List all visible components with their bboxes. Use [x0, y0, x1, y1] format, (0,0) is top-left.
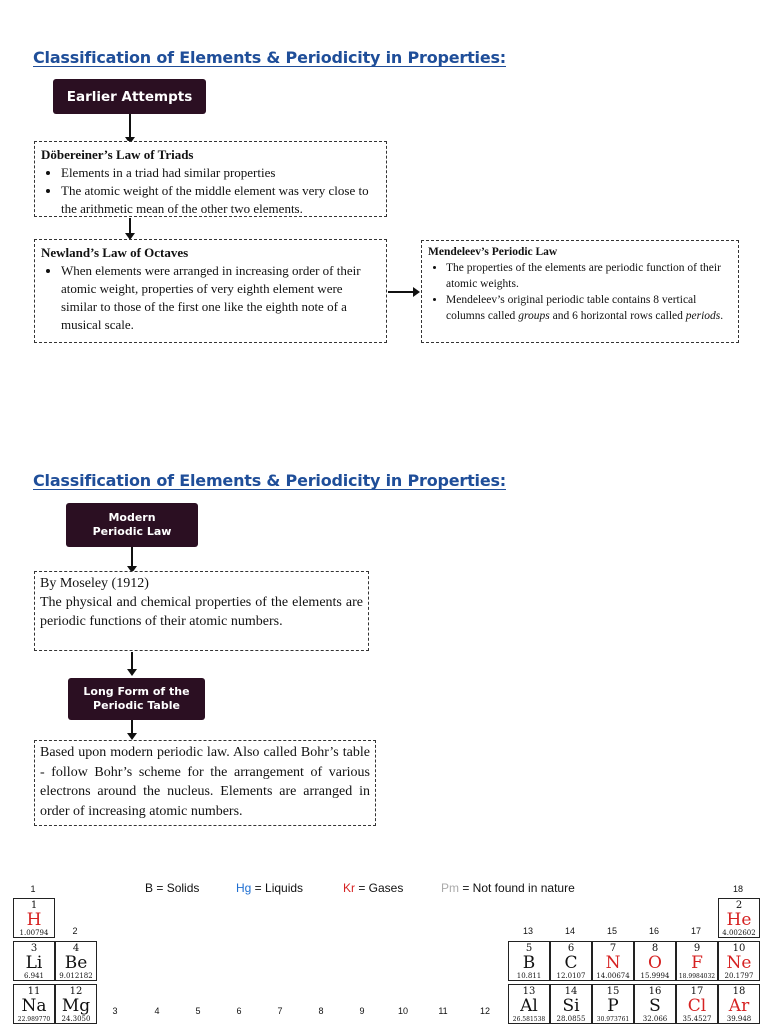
- section1-heading: Classification of Elements & Periodicity in Properties:: [33, 48, 506, 67]
- element-cell-h: [13, 898, 55, 938]
- element-symbol: Be: [64, 953, 88, 973]
- element-symbol: B: [522, 953, 536, 973]
- element-cell-f: [676, 941, 718, 981]
- legend-solids-label: = Solids: [153, 881, 200, 895]
- long-form-tag: Long Form of the Periodic Table: [68, 678, 205, 720]
- earlier-attempts-tag: Earlier Attempts: [53, 79, 206, 114]
- atomic-weight: 22.989770: [17, 1016, 51, 1023]
- atomic-number: 10: [732, 943, 746, 954]
- mendeleev-point-2: [446, 292, 732, 324]
- atomic-number: 6: [567, 943, 575, 954]
- atomic-number: 1: [30, 900, 38, 911]
- dobereiner-title: Döbereiner’s Law of Triads: [41, 147, 194, 162]
- atomic-weight: 14.00674: [596, 972, 630, 980]
- legend-solids-symbol: B: [145, 881, 154, 895]
- group-number: 4: [154, 1006, 160, 1016]
- arrow-down: [131, 652, 133, 670]
- group-number: 8: [318, 1006, 324, 1016]
- atomic-weight: 39.948: [726, 1015, 752, 1023]
- dobereiner-point-1: • Elements in a triad had similar properties: [61, 164, 380, 182]
- element-symbol: Cl: [687, 996, 707, 1016]
- atomic-number: 12: [69, 986, 83, 997]
- atomic-weight: 6.941: [23, 972, 45, 980]
- legend-liquids: [236, 881, 303, 895]
- group-number: 14: [564, 926, 575, 936]
- element-symbol: Li: [25, 953, 43, 973]
- arrow-down: [131, 547, 133, 567]
- mendeleev-point-2-text: Mendeleev’s original periodic table contains 8 vertical columns called: [446, 294, 697, 322]
- atomic-weight: 9.012182: [59, 972, 93, 980]
- arrow-right: [388, 291, 414, 293]
- mendeleev-point-1: • The properties of the elements are periodic function of their atomic weights.: [446, 260, 732, 292]
- atomic-weight: 18.9984032: [678, 973, 716, 980]
- group-number: 16: [648, 926, 659, 936]
- element-symbol: H: [26, 910, 42, 930]
- group-number: 13: [522, 926, 533, 936]
- atomic-number: 8: [651, 943, 659, 954]
- atomic-number: 9: [693, 943, 701, 954]
- element-symbol: C: [564, 953, 578, 973]
- arrow-down: [129, 218, 131, 234]
- mendeleev-title: Mendeleev’s Periodic Law: [428, 246, 558, 258]
- group-number: 7: [277, 1006, 283, 1016]
- atomic-weight: 32.066: [642, 1015, 668, 1023]
- legend-not-in-nature: [441, 881, 575, 895]
- group-number: 6: [236, 1006, 242, 1016]
- atomic-number: 17: [690, 986, 704, 997]
- atomic-weight: 12.0107: [556, 972, 586, 980]
- atomic-weight: 10.811: [516, 972, 542, 980]
- atomic-number: 15: [606, 986, 620, 997]
- atomic-weight: 26.581538: [512, 1016, 546, 1023]
- element-cell-na: [13, 984, 55, 1024]
- group-number: 3: [112, 1006, 118, 1016]
- group-number: 10: [397, 1006, 408, 1016]
- element-symbol: O: [648, 953, 662, 973]
- atomic-number: 3: [30, 943, 38, 954]
- moseley-text: The physical and chemical properties of the elements are periodic functions of their atomic numbers.: [40, 595, 363, 629]
- element-cell-ar: [718, 984, 760, 1024]
- periods-term: periods: [685, 310, 721, 322]
- newland-box: [34, 239, 387, 343]
- atomic-number: 18: [732, 986, 746, 997]
- element-cell-o: [634, 941, 676, 981]
- atomic-number: 13: [522, 986, 536, 997]
- groups-term: groups: [518, 310, 550, 322]
- element-cell-li: [13, 941, 55, 981]
- modern-periodic-law-tag: Modern Periodic Law: [66, 503, 198, 547]
- atomic-weight: 15.9994: [640, 972, 670, 980]
- atomic-number: 14: [564, 986, 578, 997]
- element-cell-s: [634, 984, 676, 1024]
- legend-gases-symbol: Kr: [343, 881, 355, 895]
- mendeleev-point-2-text: and 6 horizontal rows called: [549, 310, 686, 322]
- atomic-weight: 30.973761: [596, 1016, 630, 1023]
- group-number: 11: [438, 1006, 448, 1016]
- section2-heading: Classification of Elements & Periodicity in Properties:: [33, 471, 506, 490]
- legend-liquids-label: = Liquids: [251, 881, 304, 895]
- atomic-number: 4: [72, 943, 80, 954]
- group-number: 2: [72, 926, 78, 936]
- element-cell-c: [550, 941, 592, 981]
- atomic-weight: 35.4527: [682, 1015, 712, 1023]
- element-symbol: Si: [562, 996, 580, 1016]
- dobereiner-point-2: • The atomic weight of the middle element was very close to the arithmetic mean of the other two elements.: [61, 182, 380, 218]
- atomic-weight: 4.002602: [722, 929, 756, 937]
- element-cell-ne: [718, 941, 760, 981]
- group-number: 12: [479, 1006, 490, 1016]
- atomic-number: 16: [648, 986, 662, 997]
- legend-gases: [343, 881, 403, 895]
- element-symbol: P: [607, 996, 619, 1016]
- element-symbol: Mg: [61, 996, 91, 1016]
- group-number: 5: [195, 1006, 201, 1016]
- element-cell-he: [718, 898, 760, 938]
- element-cell-cl: [676, 984, 718, 1024]
- newland-title: Newland’s Law of Octaves: [41, 245, 189, 260]
- group-number: 18: [732, 884, 743, 894]
- group-number: 1: [30, 884, 36, 894]
- atomic-number: 5: [525, 943, 533, 954]
- mendeleev-box: [421, 240, 739, 343]
- legend-solids: [145, 881, 199, 895]
- element-cell-p: [592, 984, 634, 1024]
- moseley-title: By Moseley (1912): [40, 576, 149, 591]
- element-cell-be: [55, 941, 97, 981]
- atomic-weight: 20.1797: [724, 972, 754, 980]
- element-symbol: Ar: [728, 996, 750, 1016]
- arrow-down: [131, 720, 133, 734]
- atomic-number: 7: [609, 943, 617, 954]
- legend-gases-label: = Gases: [355, 881, 404, 895]
- element-symbol: F: [691, 953, 703, 973]
- long-form-text: Based upon modern periodic law. Also called Bohr’s table - follow Bohr’s scheme for the arrangement of various electrons around the nucleus. Elements are arranged in order of increasing atomic numbers.: [40, 745, 370, 819]
- atomic-weight: 24.3050: [61, 1015, 91, 1023]
- element-cell-b: [508, 941, 550, 981]
- newland-point-1: • When elements were arranged in increasing order of their atomic weight, properties of very eighth element were similar to those of the first one like the eighth note of a musical scale.: [61, 262, 380, 334]
- element-symbol: Ne: [726, 953, 752, 973]
- element-symbol: Al: [520, 996, 538, 1016]
- atomic-number: 11: [27, 986, 41, 997]
- atomic-number: 2: [735, 900, 743, 911]
- arrow-down: [129, 114, 131, 138]
- long-form-box: [34, 740, 376, 826]
- legend-liquids-symbol: Hg: [236, 881, 252, 895]
- element-cell-si: [550, 984, 592, 1024]
- group-number: 15: [606, 926, 617, 936]
- element-symbol: N: [605, 953, 621, 973]
- mendeleev-point-2-text: .: [720, 310, 724, 322]
- element-symbol: S: [649, 996, 661, 1016]
- dobereiner-box: [34, 141, 387, 217]
- moseley-box: [34, 571, 369, 651]
- legend-nature-symbol: Pm: [441, 881, 459, 895]
- element-cell-al: [508, 984, 550, 1024]
- element-cell-n: [592, 941, 634, 981]
- group-number: 17: [690, 926, 701, 936]
- atomic-weight: 1.00794: [19, 929, 49, 937]
- legend-nature-label: = Not found in nature: [459, 881, 575, 895]
- group-number: 9: [359, 1006, 365, 1016]
- element-symbol: He: [726, 910, 752, 930]
- element-symbol: Na: [21, 996, 47, 1016]
- element-cell-mg: [55, 984, 97, 1024]
- atomic-weight: 28.0855: [556, 1015, 586, 1023]
